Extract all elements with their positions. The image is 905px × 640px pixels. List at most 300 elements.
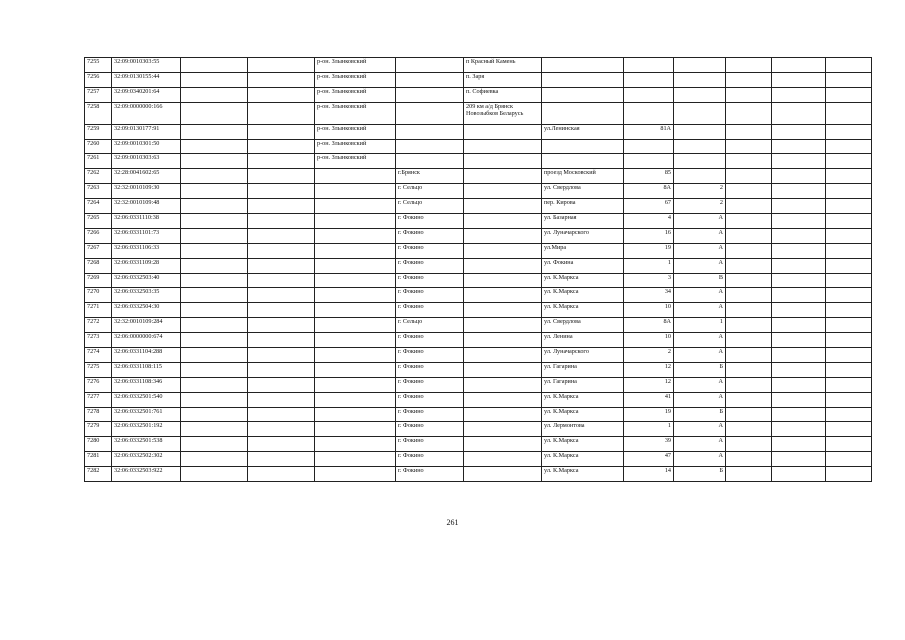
table-cell	[248, 437, 315, 452]
table-cell	[315, 169, 396, 184]
table-cell	[826, 377, 872, 392]
table-cell	[464, 273, 542, 288]
table-row	[85, 228, 872, 243]
table-cell	[181, 392, 248, 407]
table-cell: г. Фокино	[396, 273, 464, 288]
table-cell	[248, 87, 315, 102]
table-cell: п Красный Камень	[464, 58, 542, 73]
table-cell	[726, 348, 772, 363]
table-cell	[674, 124, 726, 139]
table-cell	[248, 214, 315, 229]
table-cell	[315, 392, 396, 407]
table-cell: 32:06:0331104:288	[112, 348, 181, 363]
table-cell: г. Фокино	[396, 407, 464, 422]
table-cell	[396, 58, 464, 73]
table-cell: ул. Свердлова	[542, 184, 624, 199]
table-cell	[248, 467, 315, 482]
table-cell: г. Фокино	[396, 214, 464, 229]
table-cell	[624, 58, 674, 73]
table-cell: р-он. Злынковский	[315, 102, 396, 124]
table-cell: г.Брянск	[396, 169, 464, 184]
table-cell: ул. Ленина	[542, 333, 624, 348]
table-cell	[674, 139, 726, 154]
table-cell	[248, 452, 315, 467]
table-cell	[674, 169, 726, 184]
table-cell: ул. Лермонтова	[542, 422, 624, 437]
table-cell	[726, 333, 772, 348]
table-cell	[772, 303, 826, 318]
table-cell	[826, 124, 872, 139]
table-cell: 32:06:0331106:33	[112, 243, 181, 258]
table-cell	[315, 214, 396, 229]
table-cell	[726, 184, 772, 199]
table-cell	[464, 407, 542, 422]
table-cell	[772, 139, 826, 154]
table-cell: 8А	[624, 318, 674, 333]
table-cell	[772, 273, 826, 288]
table-cell	[726, 169, 772, 184]
table-cell: ул. Базарная	[542, 214, 624, 229]
table-cell: А	[674, 437, 726, 452]
table-row	[85, 154, 872, 169]
table-cell	[826, 392, 872, 407]
table-cell	[826, 72, 872, 87]
table-cell: 32:06:0331101:73	[112, 228, 181, 243]
table-cell	[772, 214, 826, 229]
table-cell: 85	[624, 169, 674, 184]
table-cell	[181, 303, 248, 318]
table-cell: 12	[624, 362, 674, 377]
table-cell: 7274	[85, 348, 112, 363]
table-cell: г. Фокино	[396, 303, 464, 318]
table-cell	[464, 333, 542, 348]
table-row	[85, 184, 872, 199]
table-cell	[181, 87, 248, 102]
table-cell: г. Фокино	[396, 467, 464, 482]
table-cell: ул.Мира	[542, 243, 624, 258]
table-cell	[248, 258, 315, 273]
table-cell	[396, 102, 464, 124]
table-cell: 32:06:0331108:346	[112, 377, 181, 392]
table-cell: г. Фокино	[396, 452, 464, 467]
table-cell: 67	[624, 199, 674, 214]
table-cell	[315, 184, 396, 199]
table-row	[85, 452, 872, 467]
table-cell: 7256	[85, 72, 112, 87]
table-cell	[624, 139, 674, 154]
table-cell: г. Сельцо	[396, 318, 464, 333]
table-cell	[464, 452, 542, 467]
table-cell: Б	[674, 467, 726, 482]
table-cell: А	[674, 392, 726, 407]
table-cell	[248, 154, 315, 169]
table-cell	[315, 333, 396, 348]
table-cell: 32:06:0332502:302	[112, 452, 181, 467]
table-cell	[826, 467, 872, 482]
table-row	[85, 87, 872, 102]
table-cell: г. Фокино	[396, 243, 464, 258]
table-cell: 7269	[85, 273, 112, 288]
table-cell	[772, 467, 826, 482]
table-cell	[315, 422, 396, 437]
table-cell: А	[674, 288, 726, 303]
table-cell: р-он. Злынковский	[315, 58, 396, 73]
table-cell	[624, 102, 674, 124]
table-cell: 7258	[85, 102, 112, 124]
table-cell: 32:09:0340201:64	[112, 87, 181, 102]
table-cell: А	[674, 303, 726, 318]
table-cell	[315, 303, 396, 318]
table-row	[85, 467, 872, 482]
table-cell: 41	[624, 392, 674, 407]
table-row	[85, 258, 872, 273]
table-cell: 19	[624, 243, 674, 258]
table-cell	[826, 303, 872, 318]
table-cell	[726, 407, 772, 422]
table-cell	[772, 199, 826, 214]
table-cell: ул. Гагарина	[542, 377, 624, 392]
table-cell	[674, 87, 726, 102]
table-cell	[181, 58, 248, 73]
table-cell	[315, 348, 396, 363]
table-cell	[248, 243, 315, 258]
table-row	[85, 124, 872, 139]
table-cell	[248, 392, 315, 407]
table-cell: 32:06:0332501:538	[112, 437, 181, 452]
table-cell	[248, 124, 315, 139]
table-cell: 3	[624, 273, 674, 288]
table-cell	[181, 243, 248, 258]
table-cell: А	[674, 228, 726, 243]
table-cell: 32:32:0010109:48	[112, 199, 181, 214]
table-row	[85, 407, 872, 422]
table-cell	[464, 124, 542, 139]
table-cell	[464, 303, 542, 318]
table-row	[85, 169, 872, 184]
table-cell: 7275	[85, 362, 112, 377]
table-cell	[315, 362, 396, 377]
table-cell: 14	[624, 467, 674, 482]
table-cell	[726, 273, 772, 288]
table-cell	[464, 214, 542, 229]
table-cell: 32:09:0000000:166	[112, 102, 181, 124]
table-cell: ул. К.Маркса	[542, 467, 624, 482]
table-cell	[726, 199, 772, 214]
table-cell: р-он. Злынковский	[315, 154, 396, 169]
table-cell	[181, 102, 248, 124]
table-cell	[464, 377, 542, 392]
table-cell: проезд Московский	[542, 169, 624, 184]
table-cell: ул. Луначарского	[542, 228, 624, 243]
table-row	[85, 422, 872, 437]
table-cell	[624, 154, 674, 169]
table-cell	[315, 258, 396, 273]
table-cell	[826, 199, 872, 214]
table-cell: ул. К.Маркса	[542, 407, 624, 422]
table-cell	[464, 154, 542, 169]
table-cell	[181, 422, 248, 437]
table-cell: г. Фокино	[396, 437, 464, 452]
page-number: 261	[446, 518, 459, 527]
table-cell	[772, 377, 826, 392]
table-cell: 7277	[85, 392, 112, 407]
table-cell	[315, 318, 396, 333]
table-row	[85, 273, 872, 288]
table-cell	[726, 102, 772, 124]
table-cell: 32:06:0331109:28	[112, 258, 181, 273]
table-cell	[726, 392, 772, 407]
table-cell: 7265	[85, 214, 112, 229]
table-cell: 7282	[85, 467, 112, 482]
table-cell	[624, 72, 674, 87]
table-cell	[772, 87, 826, 102]
table-cell: 12	[624, 377, 674, 392]
table-cell	[248, 362, 315, 377]
table-cell: 32:09:0010303:63	[112, 154, 181, 169]
table-cell	[826, 422, 872, 437]
table-cell	[826, 228, 872, 243]
table-row	[85, 72, 872, 87]
table-row	[85, 243, 872, 258]
table-cell: 1	[674, 318, 726, 333]
table-cell: ул. К.Маркса	[542, 288, 624, 303]
table-cell	[726, 72, 772, 87]
table-cell	[315, 407, 396, 422]
table-cell	[826, 169, 872, 184]
table-cell	[772, 184, 826, 199]
table-cell	[772, 102, 826, 124]
table-cell	[772, 228, 826, 243]
table-cell: 2	[674, 199, 726, 214]
table-cell	[726, 422, 772, 437]
table-cell: г. Сельцо	[396, 184, 464, 199]
table-cell	[826, 333, 872, 348]
table-cell	[826, 258, 872, 273]
table-cell: 7281	[85, 452, 112, 467]
table-cell: 7262	[85, 169, 112, 184]
table-cell	[674, 58, 726, 73]
table-cell: В	[674, 273, 726, 288]
table-cell: А	[674, 243, 726, 258]
table-cell	[772, 72, 826, 87]
table-cell: 32:06:0332501:540	[112, 392, 181, 407]
table-cell: 39	[624, 437, 674, 452]
table-row	[85, 377, 872, 392]
table-cell	[542, 58, 624, 73]
table-cell: р-он. Злынковский	[315, 72, 396, 87]
table-cell	[248, 288, 315, 303]
table-cell	[464, 288, 542, 303]
table-cell	[315, 467, 396, 482]
table-cell	[248, 228, 315, 243]
table-cell: р-он. Злынковский	[315, 124, 396, 139]
registry-body	[85, 58, 872, 482]
table-cell	[772, 392, 826, 407]
table-cell	[464, 467, 542, 482]
table-cell	[772, 169, 826, 184]
table-cell: 32:09:0130177:91	[112, 124, 181, 139]
table-cell: 32:06:0332503:35	[112, 288, 181, 303]
table-cell: 7263	[85, 184, 112, 199]
table-cell	[542, 139, 624, 154]
table-cell: г. Фокино	[396, 228, 464, 243]
table-cell	[726, 87, 772, 102]
table-cell	[826, 154, 872, 169]
table-cell	[248, 303, 315, 318]
table-cell: 32:09:0010303:55	[112, 58, 181, 73]
table-cell	[181, 199, 248, 214]
table-cell	[826, 407, 872, 422]
table-cell: г. Фокино	[396, 377, 464, 392]
table-cell	[315, 243, 396, 258]
table-row	[85, 288, 872, 303]
table-cell: Б	[674, 407, 726, 422]
table-row	[85, 214, 872, 229]
table-cell	[315, 288, 396, 303]
table-cell	[181, 72, 248, 87]
table-cell	[181, 288, 248, 303]
table-cell	[726, 58, 772, 73]
table-cell: 2	[624, 348, 674, 363]
table-cell	[772, 318, 826, 333]
table-cell	[826, 214, 872, 229]
registry-table	[84, 57, 872, 482]
table-cell: 1	[624, 422, 674, 437]
table-cell: 7266	[85, 228, 112, 243]
table-cell	[542, 87, 624, 102]
table-cell: ул. Свердлова	[542, 318, 624, 333]
table-cell: 19	[624, 407, 674, 422]
table-cell: 7267	[85, 243, 112, 258]
table-cell: 34	[624, 288, 674, 303]
table-cell: 7257	[85, 87, 112, 102]
table-cell	[181, 124, 248, 139]
table-cell: 32:06:0332503:922	[112, 467, 181, 482]
table-cell: р-он. Злынковский	[315, 139, 396, 154]
table-cell	[315, 437, 396, 452]
table-cell: г. Фокино	[396, 258, 464, 273]
table-cell	[826, 102, 872, 124]
table-cell	[826, 437, 872, 452]
table-cell: А	[674, 422, 726, 437]
table-cell: 7272	[85, 318, 112, 333]
table-cell	[248, 273, 315, 288]
table-cell	[772, 288, 826, 303]
table-cell	[181, 407, 248, 422]
table-cell	[248, 169, 315, 184]
table-cell	[315, 452, 396, 467]
table-row	[85, 318, 872, 333]
table-cell	[726, 467, 772, 482]
table-cell	[826, 87, 872, 102]
table-cell: 1	[624, 258, 674, 273]
table-cell	[248, 333, 315, 348]
table-cell	[464, 437, 542, 452]
table-cell	[726, 452, 772, 467]
table-cell	[772, 124, 826, 139]
table-cell: пер. Кирова	[542, 199, 624, 214]
table-cell	[772, 258, 826, 273]
table-cell	[624, 87, 674, 102]
table-cell	[726, 437, 772, 452]
table-cell: 7270	[85, 288, 112, 303]
table-cell: 7280	[85, 437, 112, 452]
table-cell	[826, 139, 872, 154]
table-cell	[181, 452, 248, 467]
table-cell	[248, 139, 315, 154]
table-cell: ул. К.Маркса	[542, 303, 624, 318]
table-cell: 32:06:0331110:38	[112, 214, 181, 229]
table-cell	[181, 228, 248, 243]
table-cell: 32:06:0332503:40	[112, 273, 181, 288]
table-cell	[464, 199, 542, 214]
table-cell	[315, 199, 396, 214]
table-cell: ул. Фокина	[542, 258, 624, 273]
table-cell: 32:09:0010301:50	[112, 139, 181, 154]
table-cell	[464, 184, 542, 199]
table-row	[85, 199, 872, 214]
table-cell: 7278	[85, 407, 112, 422]
table-cell	[542, 72, 624, 87]
table-cell: 209 км а/д Брянск Новозыбков Беларусь	[464, 102, 542, 124]
table-cell: А	[674, 348, 726, 363]
table-cell	[542, 102, 624, 124]
table-cell: 47	[624, 452, 674, 467]
table-cell: р-он. Злынковский	[315, 87, 396, 102]
table-cell	[726, 288, 772, 303]
table-cell: А	[674, 214, 726, 229]
table-cell: 7276	[85, 377, 112, 392]
table-cell: 10	[624, 303, 674, 318]
table-cell: 32:06:0332504:30	[112, 303, 181, 318]
table-cell	[396, 154, 464, 169]
table-cell	[248, 318, 315, 333]
table-cell	[726, 124, 772, 139]
table-cell	[181, 214, 248, 229]
table-cell: 8А	[624, 184, 674, 199]
table-cell: г. Фокино	[396, 422, 464, 437]
table-cell	[674, 154, 726, 169]
table-cell	[396, 124, 464, 139]
table-cell	[772, 422, 826, 437]
table-cell: г. Фокино	[396, 333, 464, 348]
table-cell: А	[674, 333, 726, 348]
table-cell	[826, 362, 872, 377]
table-cell	[772, 348, 826, 363]
table-cell: 10	[624, 333, 674, 348]
table-cell	[826, 184, 872, 199]
table-cell: ул. К.Маркса	[542, 273, 624, 288]
table-cell	[772, 437, 826, 452]
table-cell	[826, 452, 872, 467]
table-cell	[181, 184, 248, 199]
table-cell	[726, 258, 772, 273]
table-cell: 81А	[624, 124, 674, 139]
table-cell: 4	[624, 214, 674, 229]
table-cell: Б	[674, 362, 726, 377]
table-cell: г. Фокино	[396, 392, 464, 407]
table-cell	[181, 154, 248, 169]
table-cell	[464, 348, 542, 363]
table-cell: ул. Луначарского	[542, 348, 624, 363]
table-cell: 7264	[85, 199, 112, 214]
table-cell	[826, 273, 872, 288]
table-cell	[826, 243, 872, 258]
table-cell	[726, 362, 772, 377]
table-cell	[464, 169, 542, 184]
table-row	[85, 102, 872, 124]
table-cell	[248, 102, 315, 124]
